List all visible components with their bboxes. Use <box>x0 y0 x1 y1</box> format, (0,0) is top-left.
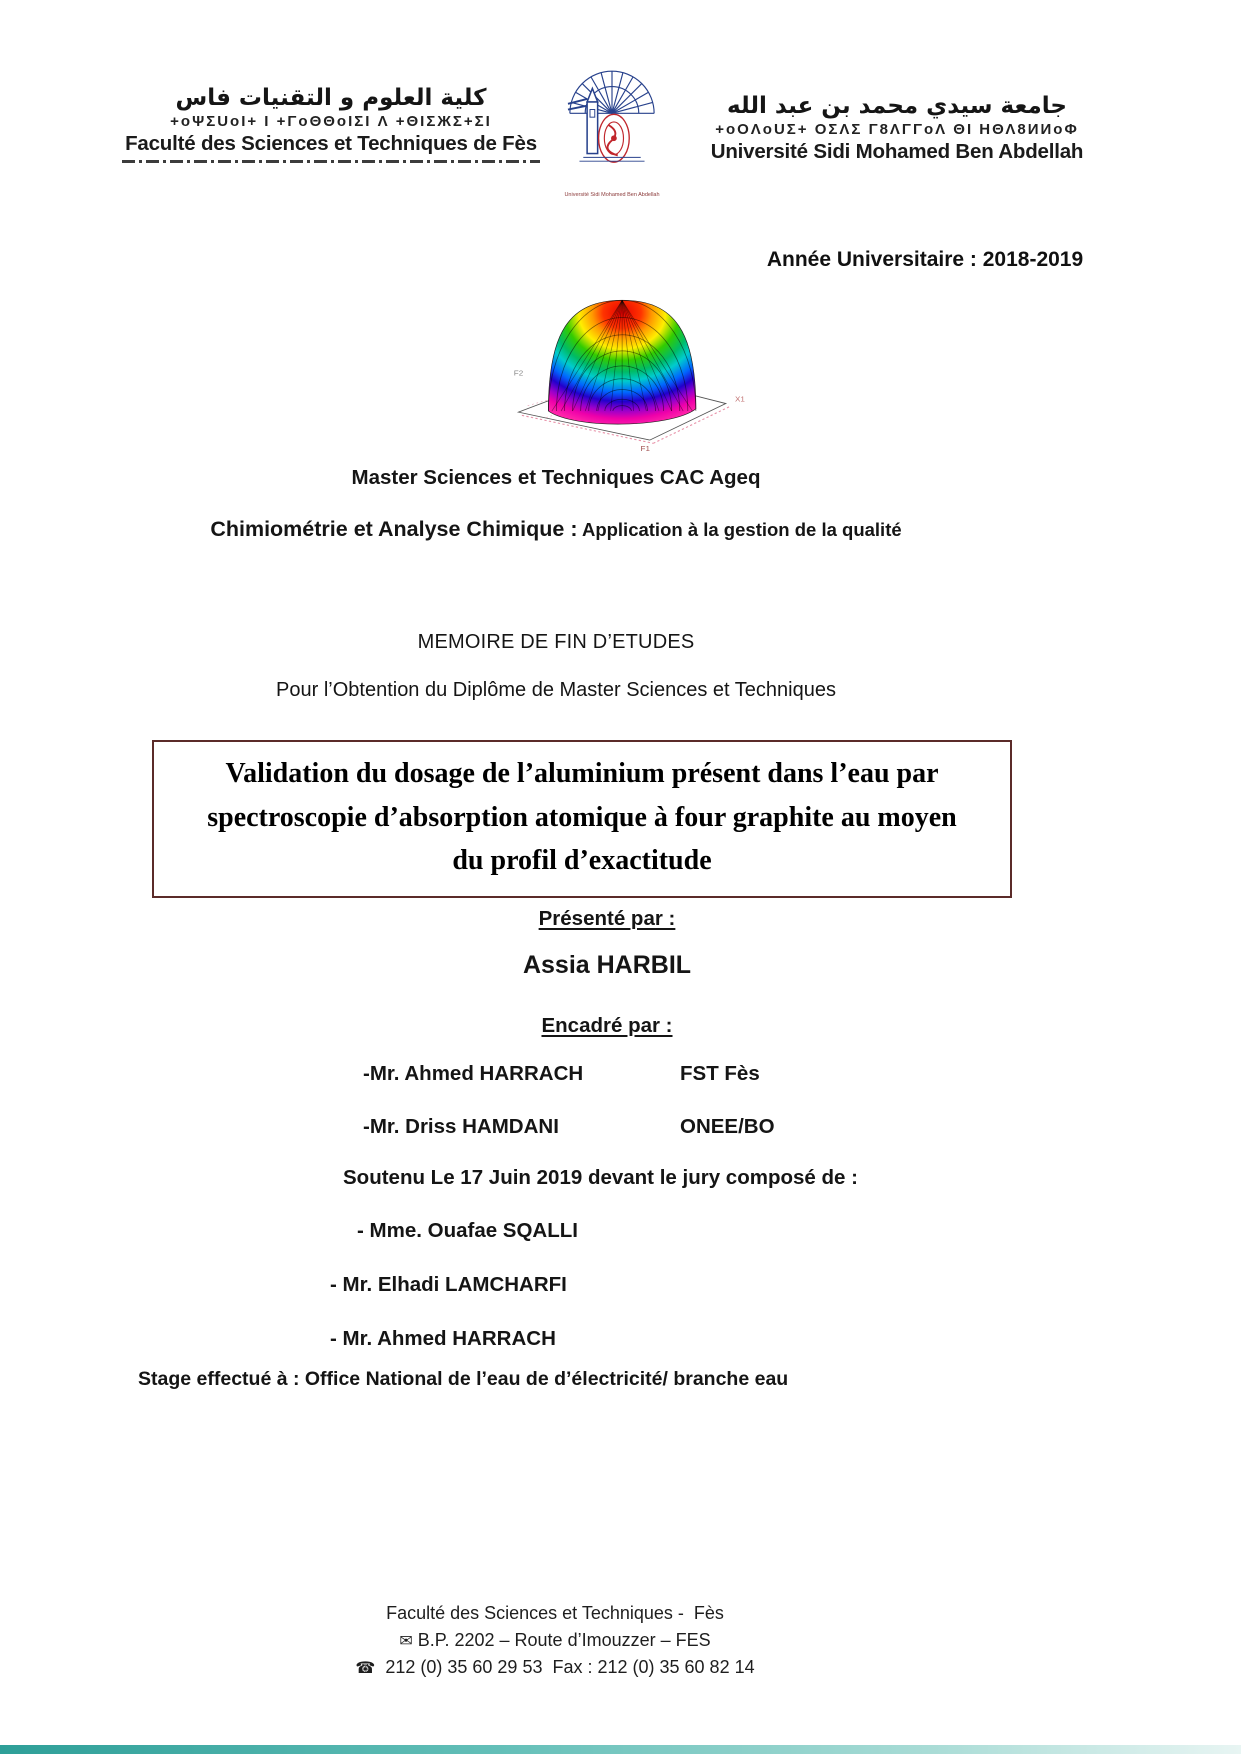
supervisor-name: -Mr. Ahmed HARRACH <box>363 1062 584 1085</box>
footer-block <box>0 1600 1110 1681</box>
university-logo-block <box>560 54 664 199</box>
jury-member: - Mr. Elhadi LAMCHARFI <box>330 1273 567 1296</box>
supervisor-org: ONEE/BO <box>680 1115 775 1138</box>
supervisor-name: -Mr. Driss HAMDANI <box>363 1115 559 1138</box>
footer-address-line: ✉ B.P. 2202 – Route d’Imouzzer – FES <box>399 1630 711 1650</box>
logo-medallion <box>599 114 630 162</box>
faculty-header-block <box>122 84 540 163</box>
response-surface-figure <box>500 268 765 453</box>
academic-year: Année Universitaire : 2018-2019 <box>766 248 1084 271</box>
specialty-subtitle: Application à la gestion de la qualité <box>577 519 902 540</box>
university-name: Université Sidi Mohamed Ben Abdellah <box>710 139 1084 163</box>
university-arabic-title: جامعة سيدي محمد بن عبد الله <box>727 93 1067 119</box>
thesis-title-line3: du profil d’exactitude <box>452 845 712 877</box>
supervisor-row <box>363 1115 943 1139</box>
logo-base <box>579 157 644 161</box>
footer-phone-line: ☎ 212 (0) 35 60 29 53 Fax : 212 (0) 35 60 82 14 <box>355 1657 755 1677</box>
internship-line: Stage effectué à : Office National de l’eau de d’électricité/ branche eau <box>138 1368 789 1390</box>
university-logo <box>564 54 660 188</box>
specialty-line <box>0 517 1112 542</box>
supervised-by-label: Encadré par : <box>541 1014 673 1037</box>
author-name: Assia HARBIL <box>522 951 692 979</box>
figure-axis-right-label: X1 <box>735 394 745 404</box>
figure-axis-left-label: F2 <box>513 368 524 378</box>
faculty-arabic-title: كلية العلوم و التقنيات فاس <box>175 85 487 111</box>
supervisor-org: FST Fès <box>680 1062 760 1085</box>
faculty-tifinagh-title: +oΨΣUoI+ I +ΓoΘΘoIΣI Λ +ΘIΣЖΣ+ΣI <box>170 112 492 130</box>
mail-icon: ✉ <box>399 1631 413 1650</box>
thesis-title-line1: Validation du dosage de l’aluminium présent dans l’eau par <box>225 758 939 789</box>
footer-faculty-line: Faculté des Sciences et Techniques - Fès <box>386 1603 724 1623</box>
master-program-line: Master Sciences et Techniques CAC Ageq <box>351 466 761 489</box>
jury-member: - Mr. Ahmed HARRACH <box>330 1327 556 1350</box>
thesis-title-box <box>152 740 1012 898</box>
header-divider <box>122 160 540 163</box>
thesis-title-line2: spectroscopie d’absorption atomique à four graphite au moyen <box>207 801 957 833</box>
supervisor-row <box>363 1062 943 1086</box>
logo-caption: Université Sidi Mohamed Ben Abdellah <box>564 192 660 198</box>
jury-intro: Soutenu Le 17 Juin 2019 devant le jury composé de : <box>343 1166 858 1189</box>
university-tifinagh-title: +oOΛoUΣ+ OΣΛΣ Γ8ΛΓΓoΛ ΘI ΗΘΛ8ИИoΦ <box>715 120 1079 138</box>
presented-by-label: Présenté par : <box>538 907 676 930</box>
jury-member: - Mme. Ouafae SQALLI <box>357 1219 578 1242</box>
bottom-accent-bar <box>0 1745 1241 1754</box>
specialty-name: Chimiométrie et Analyse Chimique : <box>210 517 578 541</box>
figure-axis-bottom-label: F1 <box>640 444 650 453</box>
memoir-subheading: Pour l’Obtention du Diplôme de Master Sciences et Techniques <box>276 679 836 701</box>
university-header-block <box>672 92 1122 164</box>
faculty-name: Faculté des Sciences et Techniques de Fès <box>125 131 537 155</box>
memoir-heading: MEMOIRE DE FIN D’ETUDES <box>417 631 695 653</box>
phone-icon: ☎ <box>355 1658 376 1677</box>
